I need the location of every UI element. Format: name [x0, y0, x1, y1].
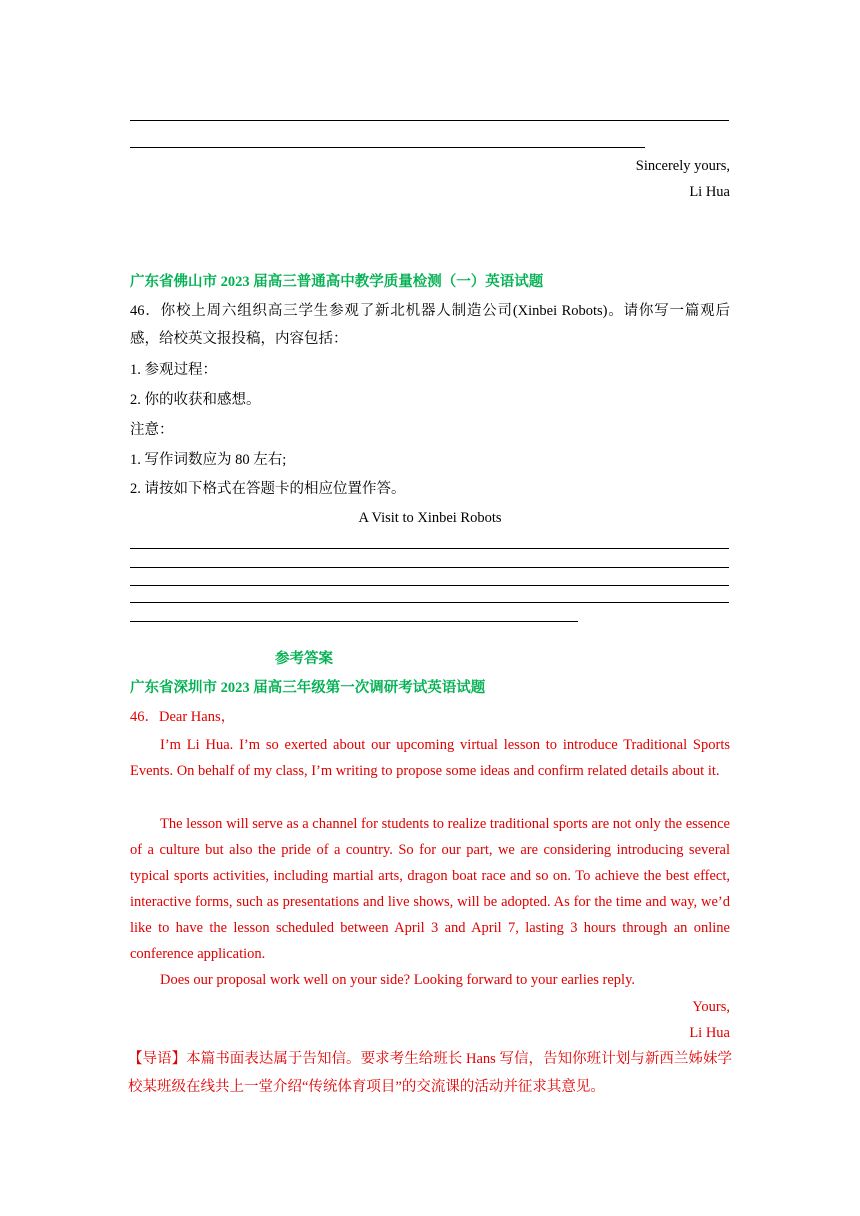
- letter-signature: Li Hua: [689, 1025, 730, 1041]
- answer-line: [130, 602, 729, 603]
- answer-line: [130, 147, 645, 148]
- letter-closing: Yours,: [692, 999, 730, 1015]
- note-label: 注意：: [130, 422, 174, 438]
- question-text: 46．你校上周六组织高三学生参观了新北机器人制造公司(Xinbei Robots)。请你写一篇观后感，给校英文报投稿，内容包括：: [130, 303, 730, 347]
- content-point-2: 2. 你的收获和感想。: [130, 392, 261, 408]
- note-item-1: 1. 写作词数应为 80 左右;: [130, 452, 287, 468]
- answer-line: [130, 567, 729, 568]
- answer-line: [130, 621, 578, 622]
- letter-paragraph-3: Does our proposal work well on your side? Looking forward to your earlies reply.: [160, 972, 636, 988]
- content-point-1: 1. 参观过程：: [130, 362, 217, 378]
- section-heading-shenzhen: 广东省深圳市 2023 届高三年级第一次调研考试英语试题: [130, 680, 486, 696]
- closing-text: Sincerely yours,: [635, 158, 730, 174]
- answer-line: [130, 585, 729, 586]
- answer-line: [130, 120, 729, 121]
- guide-note: 【导语】本篇书面表达属于告知信。要求考生给班长 Hans 写信，告知你班计划与新西兰姊妹学校某班级在线共上一堂介绍“传统体育项目”的交流课的活动并征求其意见。: [128, 1051, 732, 1095]
- letter-salutation: 46．Dear Hans，: [130, 709, 236, 725]
- answers-heading: 参考答案: [275, 651, 333, 667]
- letter-paragraph-2: The lesson will serve as a channel for students to realize traditional sports are not only the essence of a culture but also the pride of a country. So for our part, we are considering introducing several typical sports activities, including martial arts, dragon boat race and so on. To achieve the best effect, interactive forms, such as presentations and live shows, will be adopted. As for the time and way, we’d like to have the lesson scheduled between April 3 and April 7, lasting 3 hours through an online conference application.: [130, 816, 730, 962]
- letter-paragraph-1: I’m Li Hua. I’m so exerted about our upcoming virtual lesson to introduce Traditional Sports Events. On behalf of my class, I’m writing to propose some ideas and confirm related details about it.: [130, 737, 730, 779]
- note-item-2: 2. 请按如下格式在答题卡的相应位置作答。: [130, 481, 406, 497]
- answer-line: [130, 548, 729, 549]
- signature-text: Li Hua: [689, 184, 730, 200]
- essay-title: A Visit to Xinbei Robots: [358, 510, 502, 526]
- section-heading-foshan: 广东省佛山市 2023 届高三普通高中教学质量检测（一）英语试题: [130, 274, 544, 290]
